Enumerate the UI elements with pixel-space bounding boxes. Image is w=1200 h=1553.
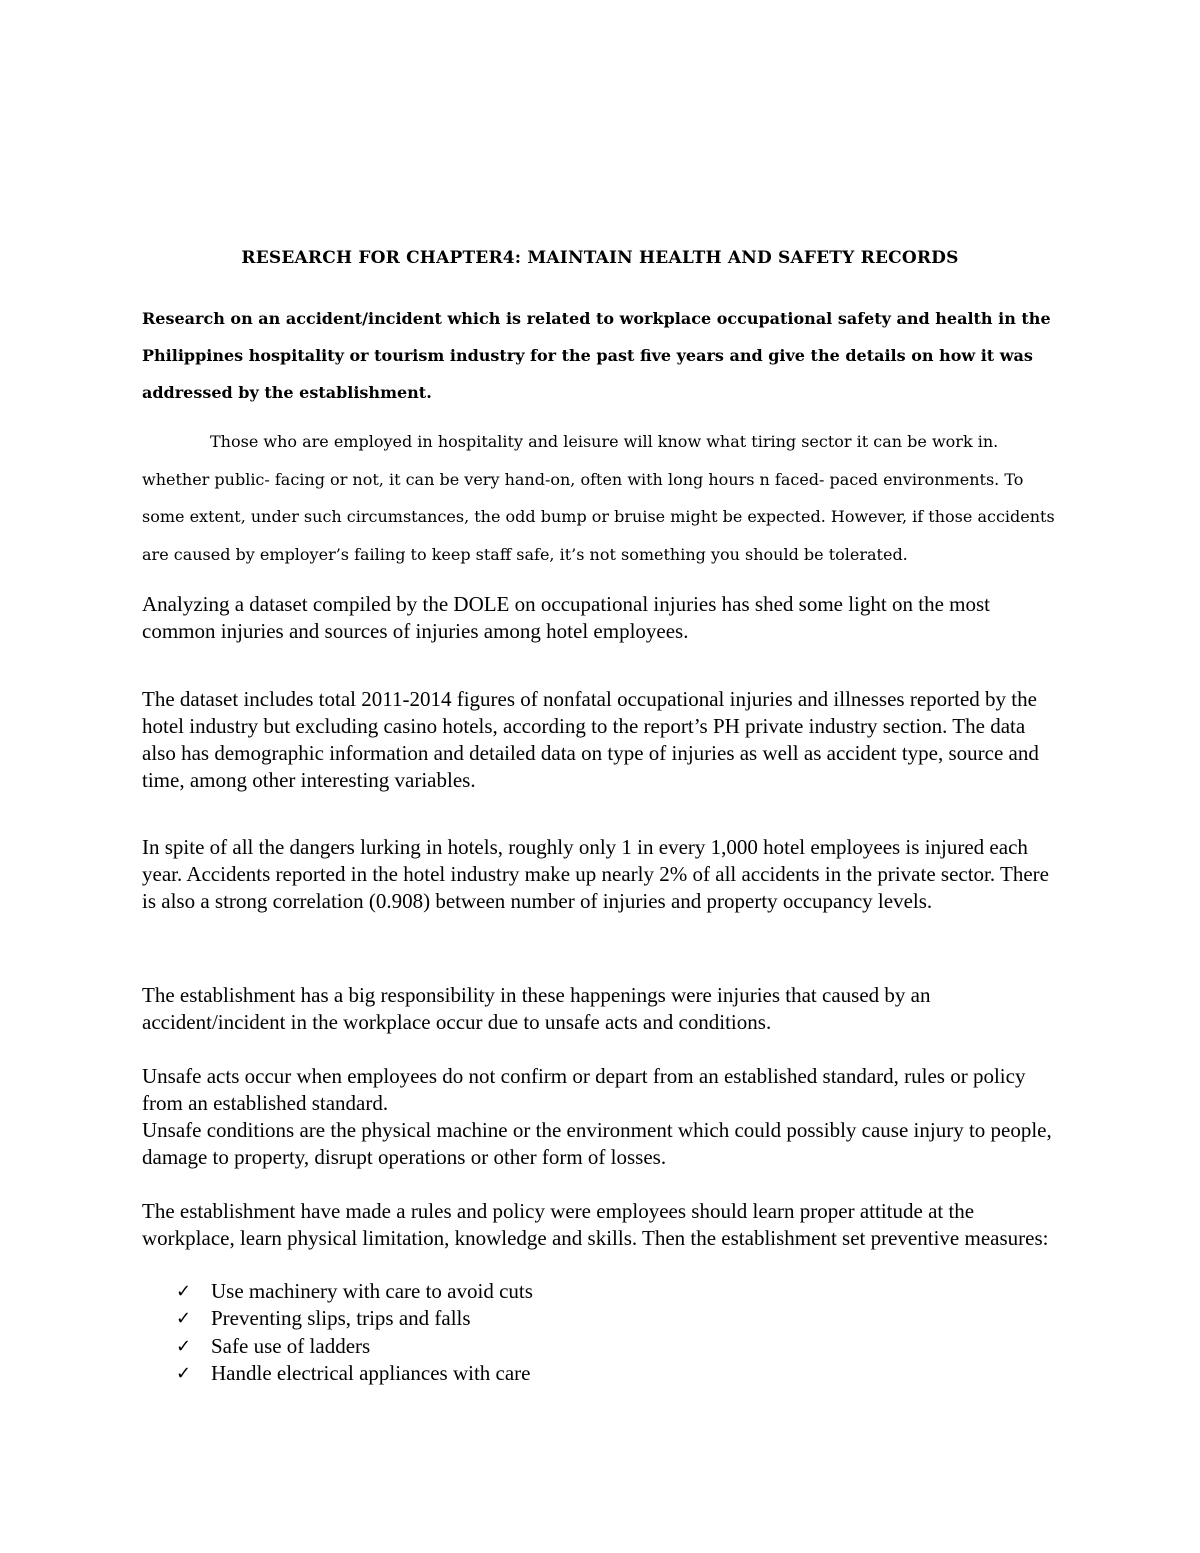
measure-text: Handle electrical appliances with care (211, 1360, 531, 1385)
paragraph-unsafe-acts: Unsafe acts occur when employees do not confirm or depart from an established standard, rules or policy from an established standard. (142, 1064, 1026, 1115)
paragraph-dataset-details: The dataset includes total 2011-2014 figures of nonfatal occupational injuries and illnesses reported by the hotel industry but excluding casino hotels, according to the report’s PH private industry section. The data also has demographic information and detailed data on type of injuries as well as accident type, source and time, among other interesting variables. (142, 687, 1039, 792)
intro-paragraph: Those who are employed in hospitality and leisure will know what tiring sector it can be work in. whether public- facing or not, it can be very hand-on, often with long hours n faced- paced environments. To some extent, under such circumstances, the odd bump or bruise might be expected. However, if those accidents are caused by employer’s failing to keep staff safe, it’s not something you should be tolerated. (142, 432, 1055, 564)
checkmark-icon: ✓ (176, 1281, 192, 1302)
list-item (142, 1333, 1042, 1360)
paragraph-unsafe-conditions: Unsafe conditions are the physical machine or the environment which could possibly cause injury to people, damage to property, disrupt operations or other form of losses. (142, 1118, 1052, 1169)
list-item (142, 1305, 1042, 1332)
checkmark-icon: ✓ (176, 1335, 192, 1357)
measure-text: Safe use of ladders (211, 1333, 371, 1358)
measure-text: Use machinery with care to avoid cuts (211, 1279, 533, 1303)
unsafe-definitions (142, 1063, 1062, 1171)
list-item (142, 1360, 1042, 1387)
checkmark-icon: ✓ (176, 1362, 192, 1384)
paragraph-establishment-responsibility: The establishment has a big responsibility in these happenings were injuries that caused by an accident/incident in the workplace occur due to unsafe acts and conditions. (142, 983, 931, 1034)
research-prompt: Research on an accident/incident which is related to workplace occupational safety and health in the Philippines hospitality or tourism industry for the past five years and give the details on how it was addressed by the establishment. (142, 309, 1051, 402)
document-title: RESEARCH FOR CHAPTER4: MAINTAIN HEALTH AND SAFETY RECORDS (241, 248, 959, 268)
paragraph-injury-statistics: In spite of all the dangers lurking in hotels, roughly only 1 in every 1,000 hotel employees is injured each year. Accidents reported in the hotel industry make up nearly 2% of all accidents in the private sector. There is also a strong correlation (0.908) between number of injuries and property occupancy levels. (142, 835, 1049, 913)
checkmark-icon: ✓ (176, 1308, 192, 1330)
list-item (142, 1278, 1042, 1305)
preventive-measures-list (142, 1278, 1042, 1387)
paragraph-rules-and-policy: The establishment have made a rules and policy were employees should learn proper attitude at the workplace, learn physical limitation, knowledge and skills. Then the establishment set preventive measures: (142, 1199, 1049, 1250)
paragraph-dataset-analysis: Analyzing a dataset compiled by the DOLE on occupational injuries has shed some light on the most common injuries and sources of injuries among hotel employees. (142, 592, 990, 643)
measure-text: Preventing slips, trips and falls (211, 1306, 471, 1331)
